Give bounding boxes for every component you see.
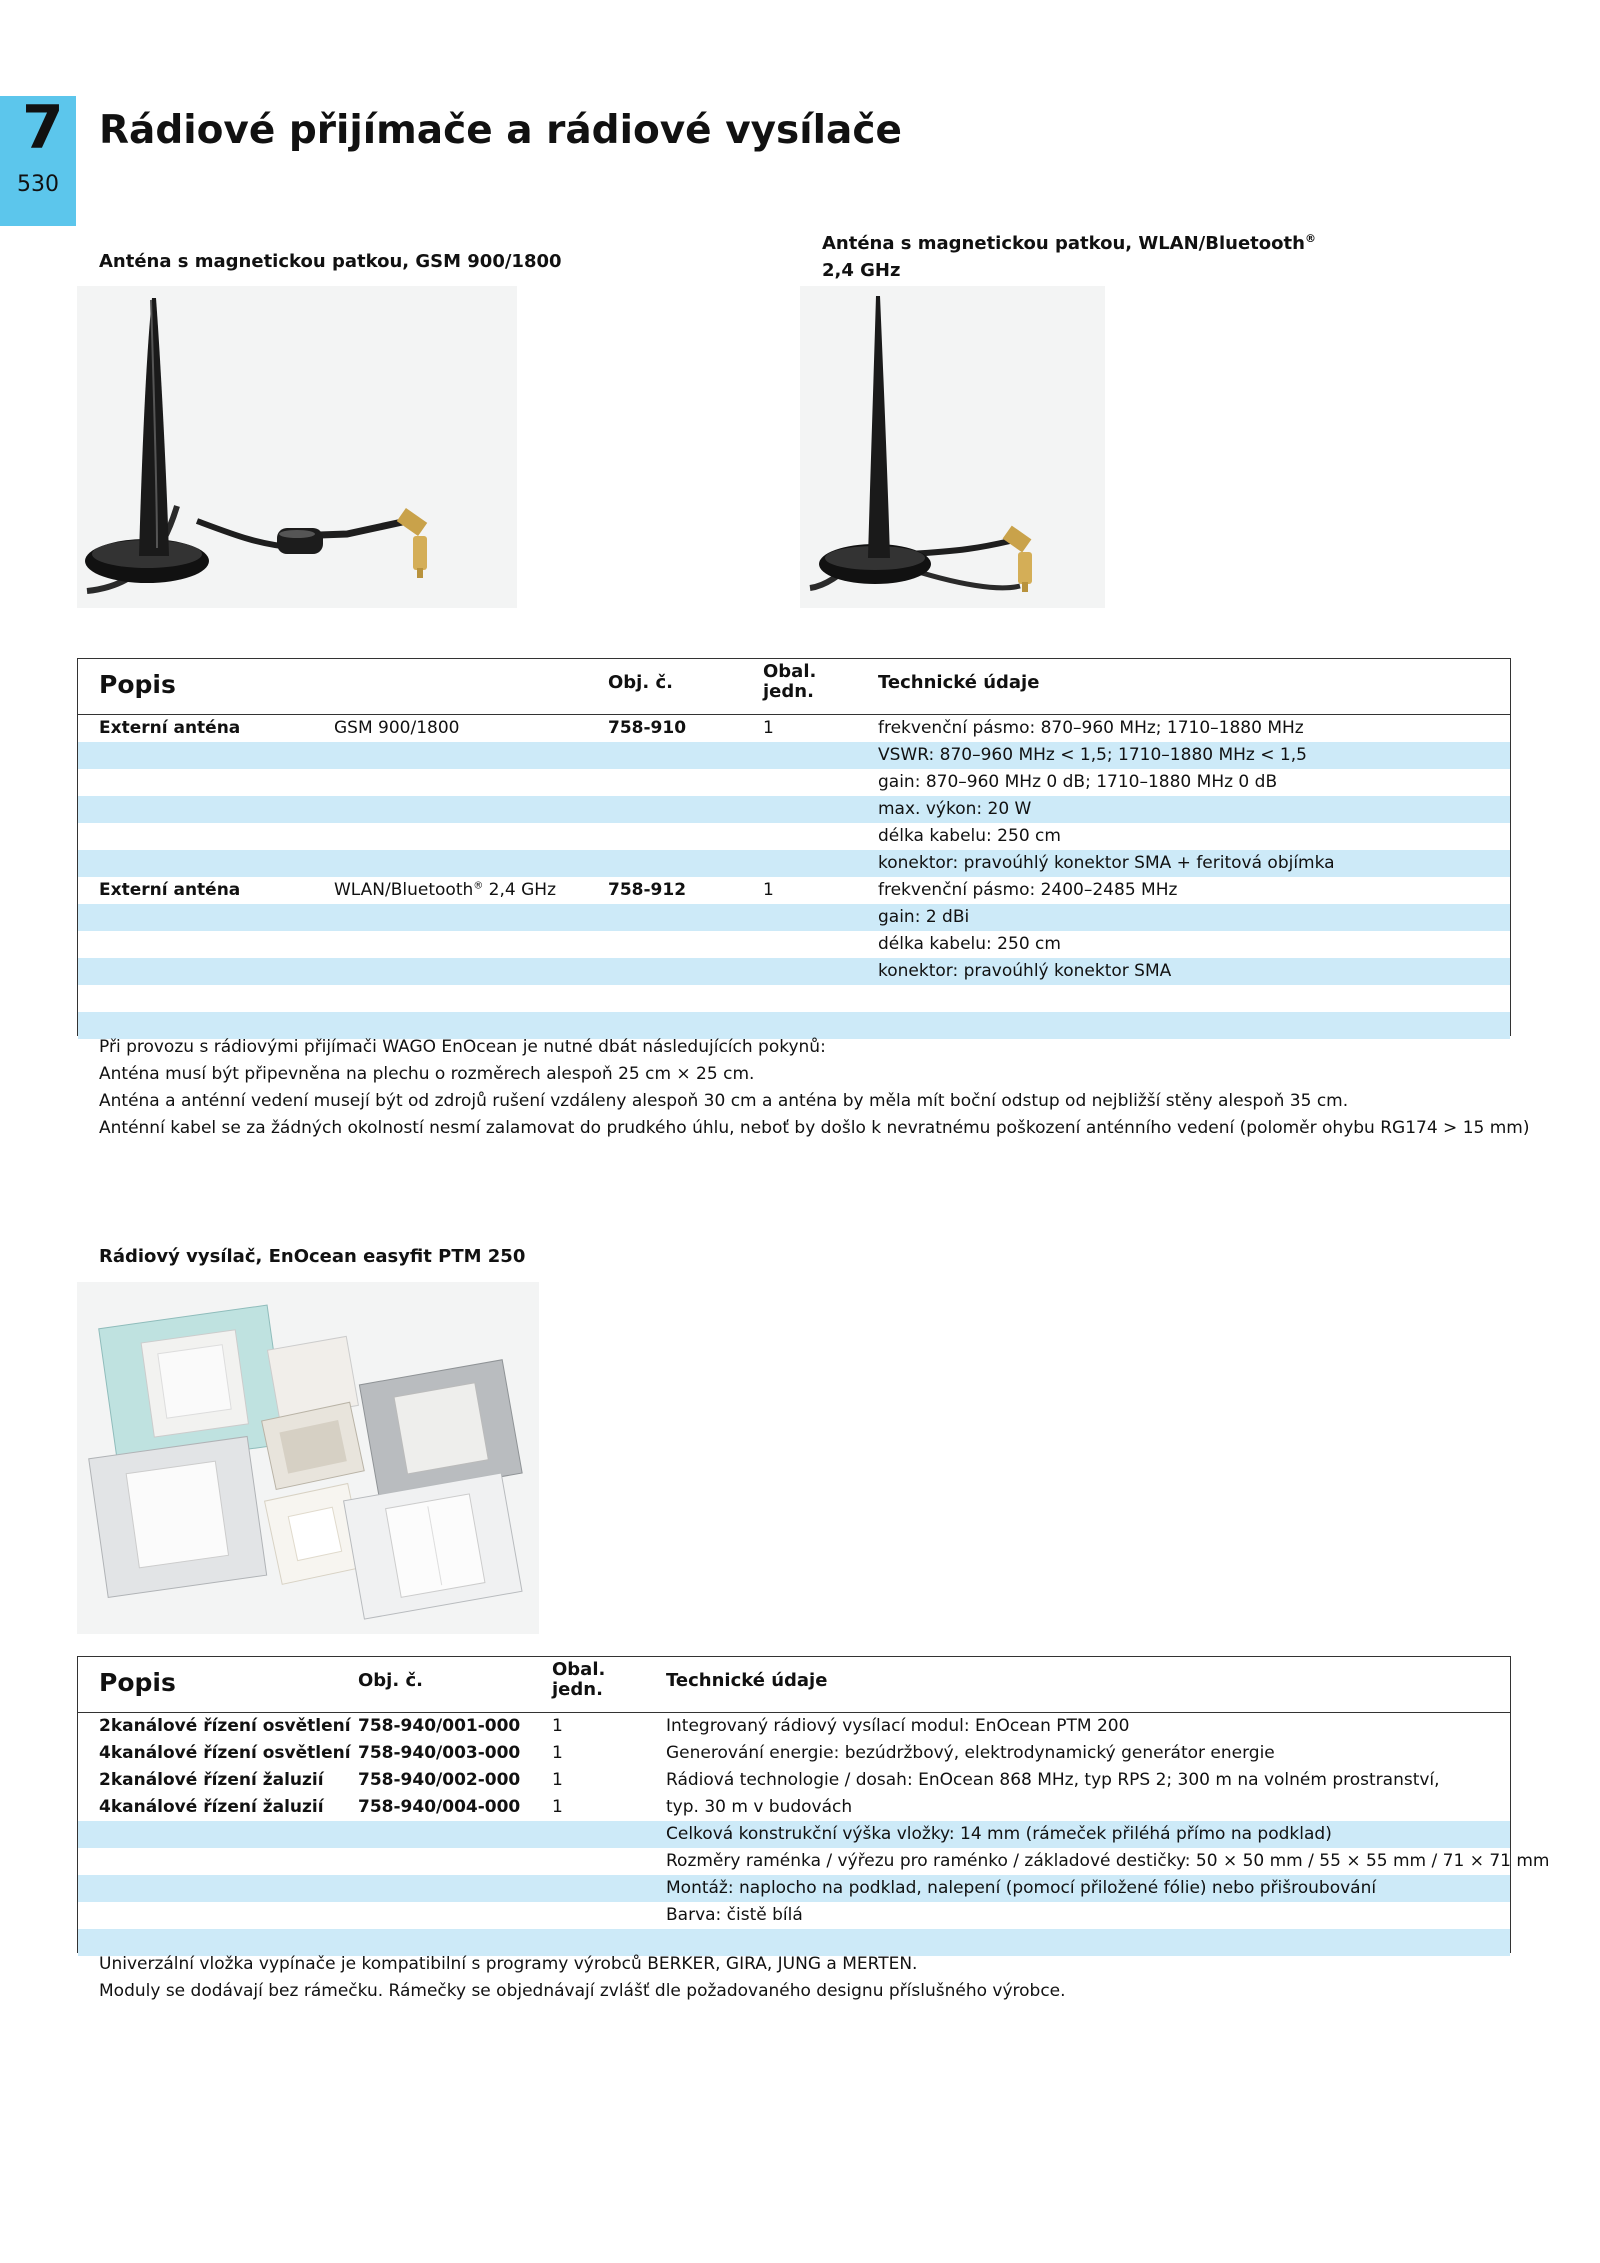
product-name: 4kanálové řízení žaluzií (99, 1797, 324, 1817)
antenna-gsm-caption: Anténa s magnetickou patkou, GSM 900/1800 (99, 251, 562, 272)
spec-line: konektor: pravoúhlý konektor SMA + feritová objímka (878, 853, 1335, 873)
table-row (78, 1794, 1510, 1821)
header-obj: Obj. č. (358, 1670, 423, 1691)
note-line: Moduly se dodávají bez rámečku. Rámečky se objednávají zvlášť dle požadovaného designu příslušného výrobce. (99, 1981, 1066, 2001)
header-obal (552, 1660, 605, 1700)
page-number: 530 (17, 172, 59, 197)
product-name: 2kanálové řízení osvětlení (99, 1716, 351, 1736)
spec-line: Generování energie: bezúdržbový, elektrodynamický generátor energie (666, 1743, 1275, 1763)
table-row (78, 1713, 1510, 1740)
antenna-wlan-caption (822, 225, 1316, 284)
product-obj: 758-940/004-000 (358, 1797, 521, 1817)
antenna-wlan-photo (800, 286, 1105, 608)
product-qty: 1 (763, 880, 774, 900)
product-name: Externí anténa (99, 718, 241, 738)
product-obj: 758-912 (608, 880, 687, 900)
product-qty: 1 (552, 1716, 563, 1736)
spec-line: frekvenční pásmo: 870–960 MHz; 1710–1880 MHz (878, 718, 1304, 738)
page-title: Rádiové přijímače a rádiové vysílače (99, 108, 902, 153)
table-row (78, 877, 1510, 904)
spec-line: Integrovaný rádiový vysílací modul: EnOcean PTM 200 (666, 1716, 1130, 1736)
table-header (78, 659, 1510, 715)
table-row (78, 904, 1510, 931)
product-obj: 758-940/002-000 (358, 1770, 521, 1790)
antenna-wlan-illustration (800, 286, 1105, 608)
transmitter-illustration (77, 1282, 539, 1634)
header-obal-line2: jedn. (763, 681, 814, 702)
header-tech: Technické údaje (878, 672, 1040, 693)
table-row (78, 931, 1510, 958)
spec-line: Celková konstrukční výška vložky: 14 mm (rámeček přiléhá přímo na podklad) (666, 1824, 1332, 1844)
table-row (78, 769, 1510, 796)
header-tech: Technické údaje (666, 1670, 828, 1691)
spec-line: max. výkon: 20 W (878, 799, 1032, 819)
table-row (78, 1848, 1550, 1875)
table-header (78, 1657, 1510, 1713)
spec-line: Montáž: naplocho na podklad, nalepení (pomocí přiložené fólie) nebo přišroubování (666, 1878, 1377, 1898)
product-type-part2: 2,4 GHz (483, 880, 557, 900)
product-name: 4kanálové řízení osvětlení (99, 1743, 351, 1763)
antenna-wlan-caption-line1: Anténa s magnetickou patkou, WLAN/Bluetooth (822, 233, 1305, 254)
product-qty: 1 (552, 1770, 563, 1790)
spec-line: konektor: pravoúhlý konektor SMA (878, 961, 1172, 981)
product-obj: 758-910 (608, 718, 687, 738)
antenna-gsm-photo (77, 286, 517, 608)
table-row (78, 1740, 1510, 1767)
table-row (78, 796, 1510, 823)
chapter-number: 7 (22, 93, 64, 163)
header-obal-line1: Obal. (552, 1659, 606, 1680)
transmitter-spec-table (77, 1656, 1550, 1953)
note-line: Při provozu s rádiovými přijímači WAGO EnOcean je nutné dbát následujících pokynů: (99, 1037, 826, 1057)
table-row (78, 958, 1510, 985)
header-obal-line2: jedn. (552, 1679, 603, 1700)
antenna-spec-table (77, 658, 1511, 1036)
spec-line: Barva: čistě bílá (666, 1905, 803, 1925)
spec-line: gain: 870–960 MHz 0 dB; 1710–1880 MHz 0 dB (878, 772, 1278, 792)
registered-mark: ® (1304, 232, 1316, 245)
product-type-part1: WLAN/Bluetooth (334, 880, 474, 900)
product-qty: 1 (552, 1797, 563, 1817)
table-row (78, 850, 1510, 877)
spec-line: VSWR: 870–960 MHz < 1,5; 1710–1880 MHz < 1,5 (878, 745, 1307, 765)
note-line: Anténa a anténní vedení musejí být od zdrojů rušení vzdáleny alespoň 30 cm a anténa by měla mít boční odstup od nejbližší stěny alespoň 35 cm. (99, 1091, 1349, 1111)
product-qty: 1 (552, 1743, 563, 1763)
spec-line: délka kabelu: 250 cm (878, 826, 1061, 846)
product-qty: 1 (763, 718, 774, 738)
product-obj: 758-940/003-000 (358, 1743, 521, 1763)
table-row-empty (78, 985, 1510, 1012)
note-line: Anténní kabel se za žádných okolností nesmí zalamovat do prudkého úhlu, neboť by došlo k nevratnému poškození anténního vedení (poloměr ohybu RG174 > 15 mm) (99, 1118, 1530, 1138)
spec-line: frekvenční pásmo: 2400–2485 MHz (878, 880, 1178, 900)
table-row (78, 1902, 1510, 1929)
antenna-gsm-illustration (77, 286, 517, 608)
spec-line: typ. 30 m v budovách (666, 1797, 853, 1817)
table-row (78, 1767, 1510, 1794)
header-obj: Obj. č. (608, 672, 673, 693)
product-name: 2kanálové řízení žaluzií (99, 1770, 324, 1790)
header-popis: Popis (99, 1668, 176, 1697)
table-row (78, 715, 1510, 742)
header-obal-line1: Obal. (763, 661, 817, 682)
spec-line: gain: 2 dBi (878, 907, 970, 927)
spec-line: Rádiová technologie / dosah: EnOcean 868 MHz, typ RPS 2; 300 m na volném prostranství, (666, 1770, 1440, 1790)
table-row (78, 1821, 1510, 1848)
product-obj: 758-940/001-000 (358, 1716, 521, 1736)
note-line: Anténa musí být připevněna na plechu o rozměrech alespoň 25 cm × 25 cm. (99, 1064, 755, 1084)
spec-line: délka kabelu: 250 cm (878, 934, 1061, 954)
product-type (334, 877, 556, 904)
header-obal (763, 662, 816, 702)
note-line: Univerzální vložka vypínače je kompatibilní s programy výrobců BERKER, GIRA, JUNG a MERTEN. (99, 1954, 918, 1974)
header-popis: Popis (99, 670, 176, 699)
table-row (78, 1875, 1510, 1902)
product-name: Externí anténa (99, 880, 241, 900)
table-row (78, 823, 1510, 850)
registered-mark: ® (473, 880, 484, 892)
antenna-wlan-caption-line2: 2,4 GHz (822, 260, 901, 281)
product-type: GSM 900/1800 (334, 718, 460, 738)
spec-line: Rozměry raménka / výřezu pro raménko / základové destičky: 50 × 50 mm / 55 × 55 mm / 71 × 71 mm (666, 1851, 1550, 1871)
transmitter-photo (77, 1282, 539, 1634)
table-row (78, 742, 1510, 769)
transmitter-caption: Rádiový vysílač, EnOcean easyfit PTM 250 (99, 1246, 526, 1267)
